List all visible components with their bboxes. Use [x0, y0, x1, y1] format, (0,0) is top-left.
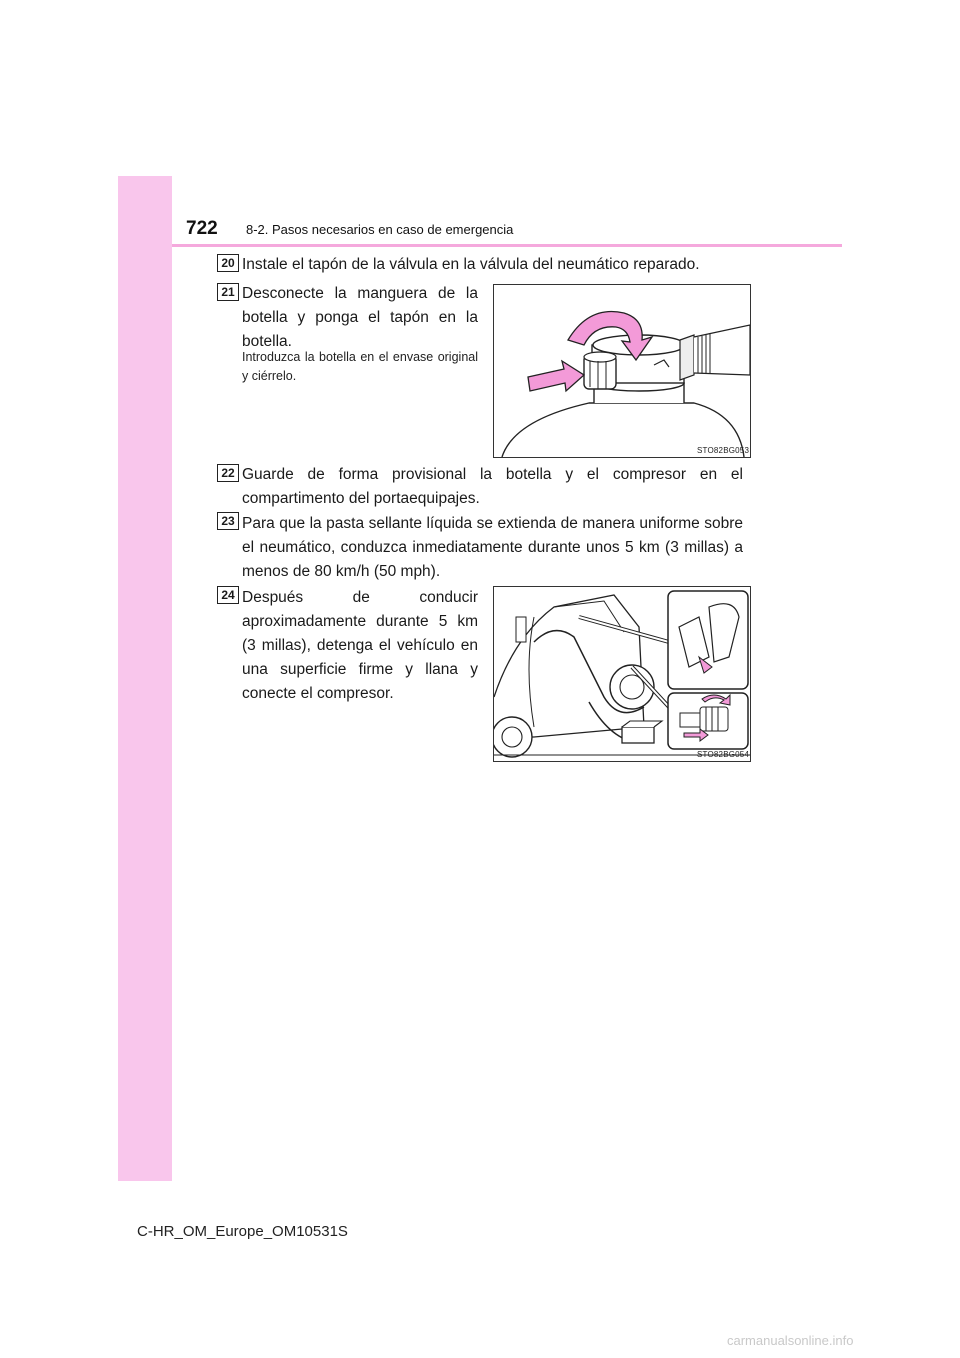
- step-note-21: Introduzca la botella en el envase original y ciérrelo.: [242, 350, 478, 383]
- step-text-23: Para que la pasta sellante líquida se extienda de manera uniforme sobre el neumático, conduzca inmediatamente durante unos 5 km (3 millas) a menos de 80 km/h (50 mph).: [242, 515, 743, 580]
- figure-code-2: STO82BG054: [697, 750, 750, 759]
- header-divider: [172, 244, 842, 247]
- figure-valve-cap: [493, 284, 751, 458]
- document-footer: C-HR_OM_Europe_OM10531S: [137, 1223, 348, 1240]
- step-text-24: Después de conducir aproximadamente durante 5 km (3 millas), detenga el vehículo en una superficie firme y llana y conecte el compresor.: [242, 589, 478, 702]
- side-tab-bar: [118, 176, 172, 1181]
- step-number-22: 22: [217, 464, 239, 482]
- page-number: 722: [186, 218, 218, 239]
- bottle-cap-illustration: [494, 285, 750, 457]
- step-number-21: 21: [217, 283, 239, 301]
- car-compressor-illustration: [494, 587, 750, 761]
- figure-code-1: STO82BG053: [697, 446, 750, 455]
- step-number-20: 20: [217, 254, 239, 272]
- section-title: 8-2. Pasos necesarios en caso de emergencia: [246, 222, 514, 237]
- step-number-24: 24: [217, 586, 239, 604]
- step-text-20: Instale el tapón de la válvula en la válvula del neumático reparado.: [242, 256, 700, 273]
- step-text-22: Guarde de forma provisional la botella y el compresor en el compartimento del portaequipajes.: [242, 466, 743, 507]
- step-number-23: 23: [217, 512, 239, 530]
- watermark: carmanualsonline.info: [727, 1333, 854, 1348]
- step-text-21: Desconecte la manguera de la botella y ponga el tapón en la botella.: [242, 285, 478, 350]
- figure-connect-compressor: [493, 586, 751, 762]
